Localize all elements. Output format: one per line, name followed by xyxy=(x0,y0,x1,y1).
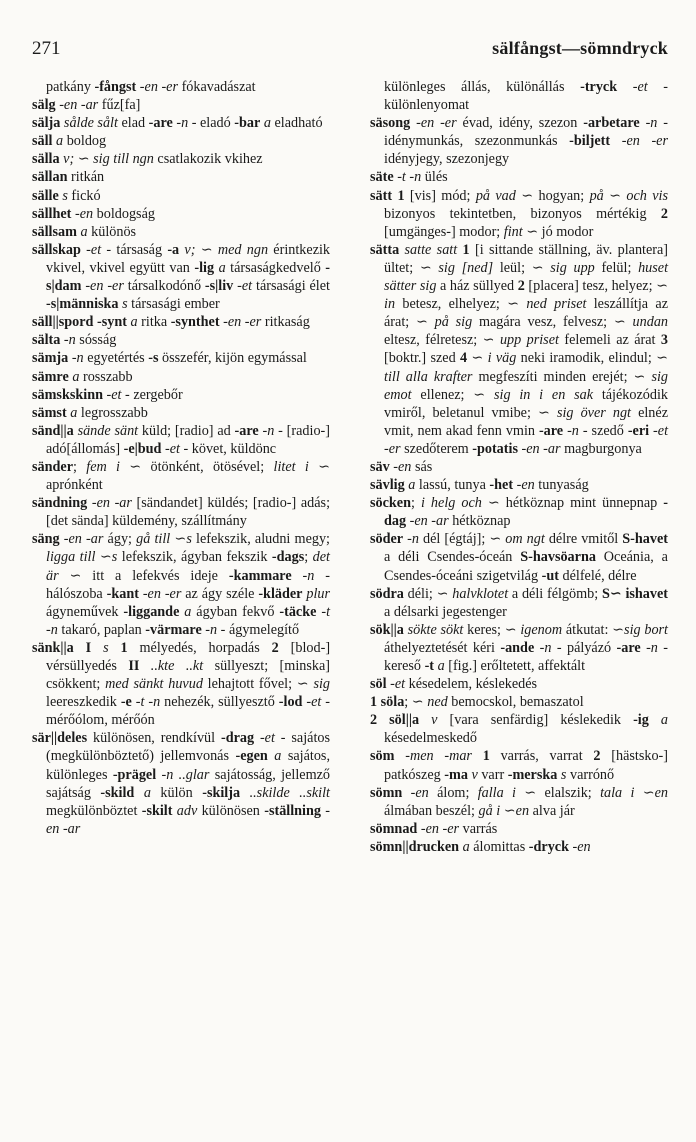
dictionary-entry xyxy=(370,494,668,530)
dictionary-entry xyxy=(32,422,330,458)
entry-headword: sänder xyxy=(32,458,73,475)
dictionary-entry xyxy=(370,241,668,458)
entry-definition: -en -ar ágy; gå till ∽s lefekszik, aludni megy; ligga till ∽s lefekszik, ágyban fekszik -dags; det är ∽ itt a lefekvés ideje -kammare -n - hálószoba -kant -en -er az ágy széle -kläder plur ágyneművek -liggande a ágyban fekvő -täcke -t -n takaró, paplan -värmare -n - ágymelegítő xyxy=(46,531,331,638)
entry-headword: sävlig xyxy=(370,477,405,494)
dictionary-entry xyxy=(32,78,330,96)
dictionary-entry xyxy=(32,187,330,205)
entry-definition: -et - zergebőr xyxy=(106,386,183,403)
entry-headword: södra xyxy=(370,585,404,602)
entry-headword: sämja xyxy=(32,350,69,367)
entry-definition: ritkán xyxy=(67,169,105,186)
entry-headword: sömn||drucken xyxy=(370,838,460,855)
entry-definition: 1 [vis] mód; på vad ∽ hogyan; på ∽ och vis bizonyos tekintetben, bizonyos mértékig 2 [umgänges-] modor; fint ∽ jó modor xyxy=(384,187,669,240)
dictionary-entry xyxy=(32,404,330,422)
entry-definition: ; i helg och ∽ hétköznap mint ünnepnap -dag -en -ar hétköznap xyxy=(384,495,669,530)
entry-headword: sällskap xyxy=(32,241,81,258)
dictionary-entry xyxy=(370,78,668,114)
entry-headword: säv xyxy=(370,458,390,475)
entry-definition: -et - társaság -a v; ∽ med ngn érintkezik vkivel, vkivel együtt van -lig a társaságkedvelő -s|dam -en -er társalkodónő -s|liv -et társasági élet -s|människa s társasági ember xyxy=(46,241,331,313)
left-column xyxy=(32,78,330,1116)
entry-definition: -n dél [égtáj]; ∽ om ngt délre vmitől S-havet a déli Csendes-óceán S-havsöarna Oceánia, a Csendes-óceáni szigetvilág -ut délfelé, délre xyxy=(384,531,668,584)
entry-headword: sämskskinn xyxy=(32,386,103,403)
entry-headword: sök||a xyxy=(370,621,404,638)
entry-definition: -synt a ritka -synthet -en -er ritkaság xyxy=(97,314,310,331)
entry-definition: patkány -fångst -en -er fókavadászat xyxy=(46,79,256,95)
dictionary-entry xyxy=(32,530,330,639)
entry-definition: sände sänt küld; [radio] ad -are -n - [radio-] adó[állomás] -e|bud -et - követ, küldönc xyxy=(46,422,330,457)
dictionary-entry xyxy=(32,331,330,349)
dictionary-entry xyxy=(32,96,330,114)
entry-definition: ; fem i ∽ ötönként, ötösével; litet i ∽ aprónként xyxy=(46,458,330,494)
entry-headword: säll||spord xyxy=(32,314,94,331)
entry-definition: -en boldogság xyxy=(74,205,155,222)
entry-definition: v; ∽ sig till ngn csatlakozik vkihez xyxy=(63,151,263,168)
dictionary-entry xyxy=(32,132,330,150)
entry-headword: säte xyxy=(370,169,394,186)
entry-headword: sälla xyxy=(32,151,60,168)
entry-headword: sänk||a xyxy=(32,639,74,656)
entry-definition: déli; ∽ halvklotet a déli félgömb; S∽ ishavet a délsarki jegestenger xyxy=(384,585,669,620)
entry-definition: satte satt 1 [i sittande ställning, äv. plantera] ültet; ∽ sig [ned] leül; ∽ sig upp felül; huset sätter sig a ház süllyed 2 [placera] tesz, helyez; ∽ in betesz, elhelyez; ∽ ned priset leszállítja az árat; ∽ på sig magára vesz, felvesz; ∽ undan eltesz, félretesz; ∽ upp priset felemeli az árat 3 [boktr.] szed 4 ∽ i väg neki iramodik, elindul; ∽ till alla krafter megfeszíti minden erejét; ∽ sig emot ellenez; ∽ sig in i en sak tájékozódik vmiről, beletanul vmibe; ∽ sig över ngt elnéz vmit, nem akad fenn vmin -are -n - szedő -eri -et -er szedőterem -potatis -en -ar magburgonya xyxy=(384,241,669,457)
entry-definition: sökte sökt keres; ∽ igenom átkutat: ∽sig bort áthelyeztetését kéri -ande -n - pályázó -are -n - kereső -t a [fig.] erőltetett, affektált xyxy=(384,621,669,674)
entry-headword: söl xyxy=(370,676,387,693)
dictionary-entry xyxy=(370,693,668,711)
entry-headword: söcken xyxy=(370,495,411,512)
entry-headword: sälg xyxy=(32,97,56,114)
entry-headword: söder xyxy=(370,531,404,548)
entry-headword: sänd||a xyxy=(32,422,74,439)
entry-definition: -men -mar 1 varrás, varrat 2 [hästsko-] patkószeg -ma v varr -merska s varrónő xyxy=(384,748,669,783)
page-header xyxy=(32,38,668,64)
entry-headword: säll xyxy=(32,133,53,150)
entry-definition: -en -ar [sändandet] küldés; [radio-] adás; [det sända] küldemény, szállítmány xyxy=(46,495,331,530)
entry-headword: sätt xyxy=(370,187,393,204)
entry-definition: s fickó xyxy=(62,187,101,204)
entry-definition: különleges állás, különállás -tryck -et - különlenyomat xyxy=(384,79,668,114)
entry-definition: -en -er varrás xyxy=(420,820,498,837)
dictionary-entry xyxy=(32,349,330,367)
entry-headword: säsong xyxy=(370,115,411,132)
dictionary-entry xyxy=(32,368,330,386)
dictionary-entry xyxy=(370,530,668,584)
dictionary-entry xyxy=(32,150,330,168)
page-number: 271 xyxy=(32,38,61,59)
dictionary-entry xyxy=(370,585,668,621)
entry-headword: sär||deles xyxy=(32,730,88,747)
dictionary-entry xyxy=(32,241,330,313)
entry-definition: -en sás xyxy=(393,458,433,475)
entry-definition: -en -ar fűz[fa] xyxy=(59,97,141,114)
dictionary-entry xyxy=(32,223,330,241)
entry-definition: a álomittas -dryck -en xyxy=(462,838,591,855)
entry-definition: különösen, rendkívül -drag -et - sajátos (megkülönböztető) jellemvonás -egen a sajátos, különleges -prägel -n ..glar sajátosság, jellemző sajátság -skild a külön -skilja ..skilde ..skilt megkülönböztet -skilt adv különösen -ställning -en -ar xyxy=(46,730,331,837)
entry-headword: sömnad xyxy=(370,820,418,837)
entry-definition: -n egyetértés -s összefér, kijön egymással xyxy=(71,350,307,367)
dictionary-entry xyxy=(370,747,668,783)
entry-headword: sälja xyxy=(32,115,61,132)
entry-definition: a boldog xyxy=(56,133,107,150)
entry-headword: sändning xyxy=(32,495,88,512)
dictionary-entry xyxy=(370,675,668,693)
entry-headword: söm xyxy=(370,748,395,765)
dictionary-entry xyxy=(32,494,330,530)
dictionary-entry xyxy=(32,114,330,132)
entry-definition: -et késedelem, késlekedés xyxy=(390,676,538,693)
entry-definition: v [vara senfärdig] késlekedik -ig a késedelmeskedő xyxy=(384,712,669,747)
entry-headword: säng xyxy=(32,531,60,548)
entry-definition: a legrosszabb xyxy=(70,404,148,421)
dictionary-entry xyxy=(370,168,668,186)
entry-definition: a lassú, tunya -het -en tunyaság xyxy=(408,477,589,494)
entry-definition: -en álom; falla i ∽ elalszik; tala i ∽en álmában beszél; gå i ∽en alva jár xyxy=(384,784,668,819)
dictionary-entry xyxy=(370,458,668,476)
dictionary-entry xyxy=(370,621,668,675)
entry-headword: sällan xyxy=(32,169,68,186)
entry-headword: 1 söla xyxy=(370,694,405,711)
entry-headword: sälle xyxy=(32,187,59,204)
entry-headword: sämre xyxy=(32,368,69,385)
right-column xyxy=(370,78,668,1116)
dictionary-entry xyxy=(370,476,668,494)
entry-definition: sålde sålt elad -are -n - eladó -bar a eladható xyxy=(63,115,323,132)
dictionary-entry xyxy=(370,820,668,838)
dictionary-entry xyxy=(370,838,668,856)
entry-headword: 2 söl||a xyxy=(370,712,420,729)
entry-definition: -en -er évad, idény, szezon -arbetare -n - idénymunkás, szezonmunkás -biljett -en -er idényjegy, szezonjegy xyxy=(384,115,668,168)
entry-definition: ; ∽ ned bemocskol, bemaszatol xyxy=(404,694,584,711)
entry-headword: sämst xyxy=(32,404,67,421)
dictionary-entry xyxy=(32,386,330,404)
dictionary-entry xyxy=(32,458,330,494)
dictionary-entry xyxy=(370,711,668,747)
dictionary-entry xyxy=(32,729,330,838)
entry-definition: a különös xyxy=(80,223,137,240)
entry-definition: I s 1 mélyedés, horpadás 2 [blod-] vérsüllyedés II ..kte ..kt süllyeszt; [minska] csökkent; med sänkt huvud lehajtott fővel; ∽ sig leereszkedik -e -t -n nehezék, süllyesztő -lod -et - mérőólom, mérőón xyxy=(46,639,331,729)
dictionary-entry xyxy=(370,114,668,168)
dictionary-entry xyxy=(32,639,330,729)
entry-headword: sällhet xyxy=(32,205,72,222)
dictionary-entry xyxy=(32,168,330,186)
entry-headword: sömn xyxy=(370,784,403,801)
entry-columns xyxy=(32,78,668,1116)
entry-definition: -t -n ülés xyxy=(397,169,448,186)
entry-definition: a rosszabb xyxy=(72,368,133,385)
entry-headword: sätta xyxy=(370,241,400,258)
entry-headword: sälta xyxy=(32,332,61,349)
dictionary-entry xyxy=(370,187,668,241)
dictionary-entry xyxy=(32,205,330,223)
dictionary-entry xyxy=(32,313,330,331)
running-head: sälfångst—sömndryck xyxy=(492,38,668,58)
entry-headword: sällsam xyxy=(32,223,77,240)
dictionary-entry xyxy=(370,784,668,820)
entry-definition: -n sósság xyxy=(63,332,117,349)
